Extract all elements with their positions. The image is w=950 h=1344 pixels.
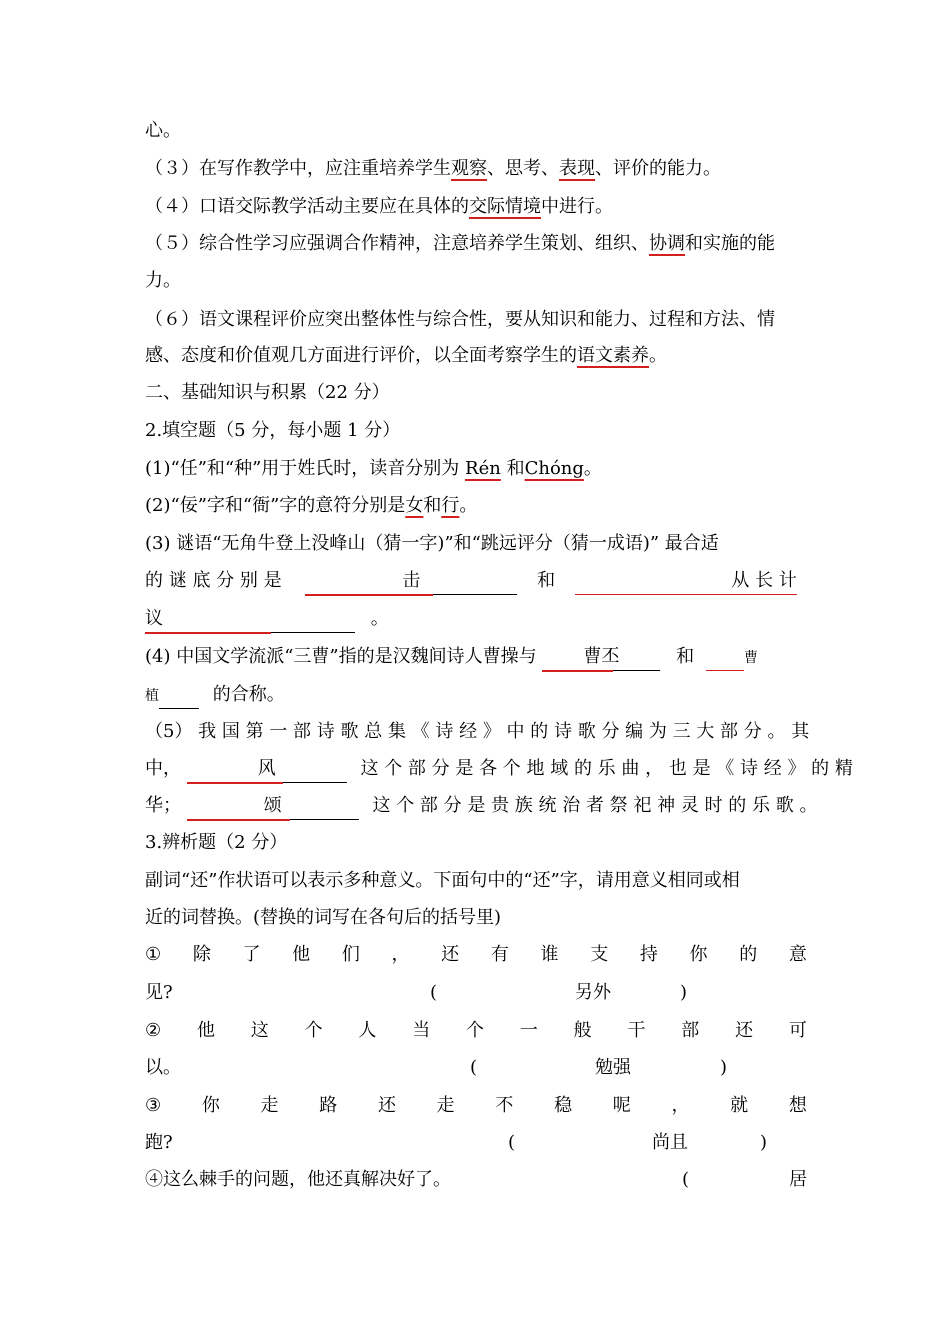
word: 支 xyxy=(590,944,609,965)
line-text: 副词“还”作状语可以表示多种意义。下面句中的“还”字，请用意义相同或相 xyxy=(145,870,740,891)
text-line xyxy=(145,156,807,182)
line-text: （３）在写作教学中，应注重培养学生 xyxy=(145,158,451,179)
line-text: 这 个 部 分 是 各 个 地 域 的 乐 曲 ， 也 是 《 诗 经 》 的 精 xyxy=(360,758,853,779)
text-line xyxy=(145,493,807,519)
text-line xyxy=(145,719,810,745)
line-text: 和 xyxy=(676,646,695,667)
answer-text: 尚且 xyxy=(652,1132,688,1153)
word: ① xyxy=(145,944,162,965)
word: 当 xyxy=(412,1020,431,1041)
paren-open: ( xyxy=(682,1169,690,1190)
word: 持 xyxy=(639,944,658,965)
word: 他 xyxy=(292,944,311,965)
line-text: 心。 xyxy=(145,120,181,141)
line-text: 。 xyxy=(459,495,478,516)
text-line xyxy=(145,456,807,482)
answer-text: Chóng xyxy=(524,458,584,479)
answer-text: 植 xyxy=(145,688,159,704)
text-line xyxy=(145,118,807,144)
line-text: 、思考、 xyxy=(487,158,559,179)
word: 般 xyxy=(573,1020,592,1041)
word: 意 xyxy=(788,944,807,965)
word: 这 xyxy=(250,1020,269,1041)
answer-text: 行 xyxy=(441,495,460,516)
word: 路 xyxy=(319,1095,338,1116)
text-line xyxy=(145,606,807,633)
line-text: 的合称。 xyxy=(212,684,285,705)
word: 的 xyxy=(739,944,758,965)
line-text: 和实施的能 xyxy=(685,233,775,254)
word: 你 xyxy=(689,944,708,965)
text-line xyxy=(145,307,807,333)
text-line xyxy=(145,1093,807,1119)
text-line xyxy=(145,942,807,968)
line-text: 和 xyxy=(423,495,442,516)
text-line xyxy=(145,531,807,557)
answer-text: 从 长 计 xyxy=(731,570,797,591)
line-text: 的 谜 底 分 别 是 xyxy=(145,570,282,591)
text-line xyxy=(145,905,807,931)
word: 还 xyxy=(377,1095,396,1116)
line-text: （４）口语交际教学活动主要应在具体的 xyxy=(145,196,469,217)
line-text: 以。 xyxy=(145,1057,181,1078)
answer-text: 曹 xyxy=(743,650,758,666)
word: 想 xyxy=(788,1095,807,1116)
line-text: 、评价的能力。 xyxy=(595,158,721,179)
answer-text: 协调 xyxy=(649,233,685,254)
line-text: 力。 xyxy=(145,270,181,291)
word: 个 xyxy=(304,1020,323,1041)
answer-text: 女 xyxy=(405,495,424,516)
word: 除 xyxy=(192,944,211,965)
paren-close: ) xyxy=(720,1057,728,1078)
word: 们 xyxy=(341,944,360,965)
line-text: 跑? xyxy=(145,1132,173,1153)
answer-blank xyxy=(542,644,660,671)
paren-close: ) xyxy=(680,982,688,1003)
word: ， xyxy=(391,944,410,965)
paren-close: ) xyxy=(760,1132,768,1153)
word: 可 xyxy=(788,1020,807,1041)
word: 你 xyxy=(201,1095,220,1116)
answer-text: 表现 xyxy=(559,158,595,179)
line-text: （5） 我 国 第 一 部 诗 歌 总 集 《 诗 经 》 中 的 诗 歌 分 编 为 三 大 部 分 。 其 xyxy=(145,721,810,742)
answer-text: 观察 xyxy=(451,158,487,179)
line-text: 。 xyxy=(583,458,602,479)
line-text: (3) 谜语“无角牛登上没峰山（猜一字)”和“跳远评分（猜一成语)” 最合适 xyxy=(145,533,719,554)
word: 他 xyxy=(196,1020,215,1041)
word: 走 xyxy=(260,1095,279,1116)
answer-text: 风 xyxy=(257,758,276,779)
text-line xyxy=(145,1130,807,1156)
word: ③ xyxy=(145,1095,162,1116)
text-line xyxy=(145,568,807,595)
word: ， xyxy=(671,1095,690,1116)
answer-blank xyxy=(145,606,355,633)
word: 呢 xyxy=(612,1095,631,1116)
line-text: 华； xyxy=(145,795,181,816)
line-text: 见? xyxy=(145,982,173,1003)
text-line xyxy=(145,644,807,671)
text-line xyxy=(145,793,818,820)
word: 一 xyxy=(519,1020,538,1041)
answer-text: 曹丕 xyxy=(583,646,620,667)
line-text: 居 xyxy=(789,1169,807,1190)
text-line xyxy=(145,980,807,1006)
section-heading xyxy=(145,380,807,406)
line-text: 感、态度和价值观几方面进行评价，以全面考察学生的 xyxy=(145,345,577,366)
heading-text: 2.填空题（5 分，每小题 1 分） xyxy=(145,420,401,441)
answer-text: 击 xyxy=(402,570,421,591)
text-line xyxy=(145,756,853,783)
line-text: 这 个 部 分 是 贵 族 统 治 者 祭 祀 神 灵 时 的 乐 歌 。 xyxy=(372,795,818,816)
answer-text: 交际情境 xyxy=(469,196,541,217)
text-line xyxy=(145,231,807,257)
word: 有 xyxy=(490,944,509,965)
text-line xyxy=(145,268,807,294)
word: 还 xyxy=(441,944,460,965)
text-line xyxy=(145,1055,807,1081)
text-line xyxy=(145,868,807,894)
question-heading xyxy=(145,418,807,444)
text-line xyxy=(145,343,807,369)
paren-open: ( xyxy=(470,1057,478,1078)
line-text: 中进行。 xyxy=(541,196,613,217)
line-text: （５）综合性学习应强调合作精神，注意培养学生策划、组织、 xyxy=(145,233,649,254)
word: 了 xyxy=(242,944,261,965)
answer-blank xyxy=(706,644,744,671)
answer-blank xyxy=(187,756,347,783)
word: 个 xyxy=(466,1020,485,1041)
text-line xyxy=(145,194,807,220)
word: 还 xyxy=(735,1020,754,1041)
word: 部 xyxy=(681,1020,700,1041)
answer-text: 语文素养 xyxy=(577,345,649,366)
answer-text: 另外 xyxy=(575,982,611,1003)
text-line xyxy=(145,1018,807,1044)
line-text: 。 xyxy=(649,345,667,366)
answer-text: Rén xyxy=(465,458,501,479)
line-text: 近的词替换。(替换的词写在各句后的括号里) xyxy=(145,907,502,928)
question-heading xyxy=(145,830,807,856)
line-text: (4) 中国文学流派“三曹”指的是汉魏间诗人曹操与 xyxy=(145,646,537,667)
line-text: 和 xyxy=(500,458,525,479)
answer-blank xyxy=(305,568,517,595)
answer-text: 议 xyxy=(145,608,163,629)
paren-open: ( xyxy=(430,982,438,1003)
answer-blank xyxy=(187,793,359,820)
word: 走 xyxy=(436,1095,455,1116)
word: 不 xyxy=(495,1095,514,1116)
word: ② xyxy=(145,1020,162,1041)
word: 稳 xyxy=(554,1095,573,1116)
word: 就 xyxy=(730,1095,749,1116)
line-text: 和 xyxy=(537,570,556,591)
paren-open: ( xyxy=(508,1132,516,1153)
word: 人 xyxy=(358,1020,377,1041)
answer-blank xyxy=(575,568,797,595)
word: 谁 xyxy=(540,944,559,965)
line-text: 。 xyxy=(370,608,389,629)
line-text: (1)“任”和“种”用于姓氏时，读音分别为 xyxy=(145,458,466,479)
line-text: 中， xyxy=(145,758,181,779)
text-line xyxy=(145,682,807,709)
answer-text: 勉强 xyxy=(595,1057,631,1078)
answer-blank xyxy=(159,682,199,709)
word: 干 xyxy=(627,1020,646,1041)
line-text: ④这么棘手的问题，他还真解决好了。 xyxy=(145,1169,451,1190)
answer-text: 颂 xyxy=(263,795,282,816)
heading-text: 3.辨析题（2 分） xyxy=(145,832,288,853)
text-line xyxy=(145,1167,807,1193)
heading-text: 二、基础知识与积累（22 分） xyxy=(145,382,390,403)
line-text: （６）语文课程评价应突出整体性与综合性，要从知识和能力、过程和方法、情 xyxy=(145,309,775,330)
line-text: (2)“佞”字和“衙”字的意符分别是 xyxy=(145,495,406,516)
